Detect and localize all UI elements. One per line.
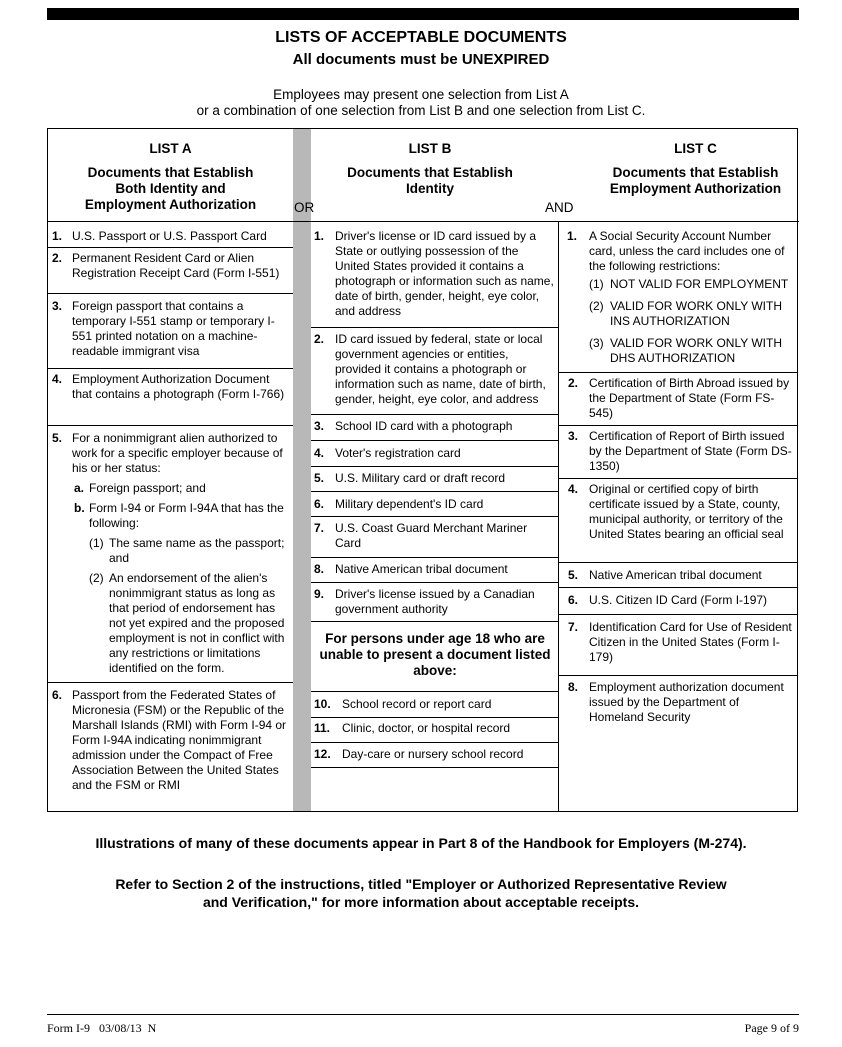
list-b-item-12 [311,742,558,768]
item-number: 6. [568,593,579,607]
list-b-under18-separator [311,621,558,622]
list-a-heading-line: Documents that Establish [87,165,254,180]
and-label: AND [545,200,574,215]
item-text: Native American tribal document [589,568,762,582]
list-c-title: LIST C [674,141,717,156]
item-number: 11. [314,721,331,735]
page-subtitle: All documents must be UNEXPIRED [292,51,550,68]
illustrations-note: Illustrations of many of these documents appear in Part 8 of the Handbook for Employers (M-274). [95,835,747,851]
or-column [293,129,311,811]
restriction-1: NOT VALID FOR EMPLOYMENT [610,277,789,291]
list-a-heading-line: Both Identity and [115,181,226,196]
list-b-item-9 [311,582,558,617]
list-b-heading-line: Documents that Establish [347,165,513,180]
item-text: Passport from the Federated States of Micronesia (FSM) or the Republic of the Marshall Islands (RMI) with Form I-94 or Form I-94A indicating nonimmigrant admission under the Compact of Free Association Between the United States and the FSM or RMI [72,688,287,792]
item-text: U.S. Citizen ID Card (Form I-197) [589,593,768,607]
item-5b1-text: The same name as the passport; and [109,536,285,565]
item-number: 7. [314,521,325,535]
item-text: Voter's registration card [335,446,461,460]
intro-text [0,87,842,119]
receipts-note [0,875,842,911]
list-c-heading-line: Documents that Establish [612,165,779,180]
list-b-item-2 [311,327,558,407]
item-number: 4. [314,446,325,460]
list-a-item-6 [48,682,293,793]
list-c-item-5 [558,562,798,583]
list-b-item-8 [311,557,558,577]
form-identifier: Form I-9 03/08/13 N [47,1021,157,1035]
item-text: Certification of Report of Birth issued by the Department of State (Form DS-1350) [589,429,792,473]
item-number: 1. [52,229,63,243]
intro-line-2: or a combination of one selection from List B and one selection from List C. [196,103,646,118]
item-number: 2. [568,376,579,390]
item-number: 4. [52,372,63,386]
list-a-item-1 [52,229,292,244]
item-text: School record or report card [342,697,492,711]
list-b-item-11 [311,717,558,736]
item-number: 3. [314,419,325,433]
list-a-item-4 [48,368,293,402]
item-text: Certification of Birth Abroad issued by the Department of State (Form FS-545) [589,376,790,420]
list-c-item-8 [558,675,798,725]
item-number: 5. [314,471,325,485]
item-number: 12. [314,747,331,761]
restriction-2: VALID FOR WORK ONLY WITH INS AUTHORIZATION [610,299,783,328]
documents-table [47,128,798,812]
item-number: 3. [568,429,579,443]
item-text: Driver's license or ID card issued by a State or outlying possession of the United States provided it contains a photograph or information such as name, date of birth, gender, height, eye color, and address [335,229,554,318]
item-number: 2. [52,251,63,265]
or-label: OR [294,200,315,215]
list-a-heading-line: Employment Authorization [84,197,257,212]
item-number: 8. [568,680,579,694]
list-c-item-4 [558,478,798,542]
item-5b-text: Form I-94 or Form I-94A that has the following: [89,501,284,530]
list-b-item-6 [311,491,558,512]
list-c-item-7 [558,614,798,665]
item-text: Day-care or nursery school record [342,747,524,761]
item-number: 6. [52,688,63,702]
footer-rule [47,1014,799,1015]
item-number: 7. [568,620,579,634]
under-18-heading: For persons under age 18 who are unable to present a document listed above: [319,631,551,678]
page-number: Page 9 of 9 [744,1021,799,1035]
list-b-item-5 [311,466,558,486]
item-5b2-text: An endorsement of the alien's nonimmigrant status as long as that period of endorsement has not yet expired and the proposed employment is not in conflict with any restrictions or limitations identified on the form. [109,571,285,675]
list-c-heading-line: Employment Authorization [609,181,782,196]
item-number: 1. [567,229,578,243]
list-b-title: LIST B [408,141,452,156]
list-b-item-1 [314,229,558,319]
restriction-3: VALID FOR WORK ONLY WITH DHS AUTHORIZATION [610,336,783,365]
list-a-item-3 [48,293,293,359]
intro-line-1: Employees may present one selection from List A [273,87,569,102]
header-separator [48,221,799,222]
top-rule [47,8,799,20]
item-text: Permanent Resident Card or Alien Registration Receipt Card (Form I-551) [72,251,280,280]
item-text: Employment Authorization Document that contains a photograph (Form I-766) [72,372,285,401]
item-text: U.S. Military card or draft record [335,471,506,485]
item-number: 3. [52,299,63,313]
item-number: 8. [314,562,325,576]
item-text: Identification Card for Use of Resident Citizen in the United States (Form I-179) [589,620,792,664]
list-c-item-6 [558,587,798,608]
item-text: Clinic, doctor, or hospital record [342,721,511,735]
item-text: Foreign passport that contains a temporary I-551 stamp or temporary I-551 printed notation on a machine-readable immigrant visa [72,299,275,358]
list-b-heading-line: Identity [405,181,454,196]
item-text: A Social Security Account Number card, unless the card includes one of the following restrictions: [589,229,785,273]
list-b-item-10 [311,691,558,712]
item-number: 5. [52,431,63,445]
item-text: Employment authorization document issued by the Department of Homeland Security [589,680,784,724]
item-text: Military dependent's ID card [335,497,484,511]
receipts-note-line-2: and Verification," for more information about acceptable receipts. [202,894,640,910]
item-text: For a nonimmigrant alien authorized to work for a specific employer because of his or her status: [72,431,283,475]
receipts-note-line-1: Refer to Section 2 of the instructions, titled "Employer or Authorized Representative Review [115,876,727,892]
item-number: 2. [314,332,325,346]
list-c-item-2 [558,372,798,421]
list-a-item-5: 5. For a nonimmigrant alien authorized to work for a specific employer because of his or her status: a. Foreign passport; and b. Form I-94 or Form I-94A that has the following: (1) The same name as the passport; and (2) An endorsement of the alien's nonimmigrant status as long as that period of endorsement has not yet expired and the proposed employment is not in conflict with any restrictions or limitations identified on the form. [48,425,293,676]
item-number: 1. [314,229,325,243]
list-b-header [311,141,549,197]
item-text: Original or certified copy of birth certificate issued by a State, county, municipal authority, or territory of the United States bearing an official seal [589,482,784,541]
item-text: Driver's license issued by a Canadian government authority [335,587,535,616]
item-5a-text: Foreign passport; and [89,481,206,495]
list-a-item-2 [48,247,293,281]
list-c-item-1: 1. A Social Security Account Number card, unless the card includes one of the following restrictions: (1) NOT VALID FOR EMPLOYMENT (2) VALID FOR WORK ONLY WITH INS AUTHORIZATION (3) VALID FOR WORK ONLY WITH DHS AUTHORIZATION [567,229,797,366]
list-b-item-7 [311,516,558,551]
item-number: 4. [568,482,579,496]
item-text: ID card issued by federal, state or local government agencies or entities, provided it contains a photograph or information such as name, date of birth, gender, height, eye color, and address [335,332,546,406]
item-text: U.S. Passport or U.S. Passport Card [72,229,267,243]
list-a-header [48,141,293,213]
item-number: 10. [314,697,331,711]
list-b-item-4 [311,440,558,461]
list-c-header [593,141,798,197]
list-b-item-3 [311,414,558,434]
list-c-item-3 [558,425,798,474]
item-text: School ID card with a photograph [335,419,513,433]
item-text: Native American tribal document [335,562,508,576]
item-number: 5. [568,568,579,582]
page-title: LISTS OF ACCEPTABLE DOCUMENTS [275,29,567,46]
item-number: 6. [314,497,325,511]
item-text: U.S. Coast Guard Merchant Mariner Card [335,521,528,550]
list-a-title: LIST A [149,141,192,156]
item-number: 9. [314,587,325,601]
